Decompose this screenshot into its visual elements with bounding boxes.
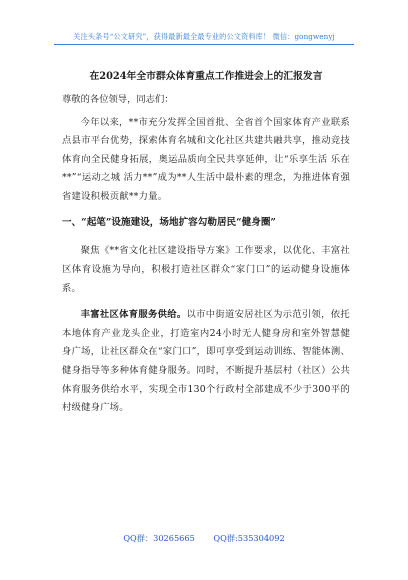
- intro-paragraph: 今年以来，**市充分发挥全国首批、全省首个国家体育产业联系点县市平台优势，探索体育名城和文化社区共建共融共享，推动竞技体育向全民健身拓展，奥运品质向全民共享延伸，让“乐享生活 乐在**”“运动之城 活力**”成为**人生活中最朴素的理念，为推进体育强省建设积极贡献**力量。: [62, 116, 350, 202]
- header-banner: 关注头条号“公文研究”，获得最新最全最专业的公文资料库！ 微信：gongwenyj: [73, 32, 335, 41]
- header-divider: [54, 44, 354, 45]
- paragraph-body-text: 以市中街道安居社区为示范引领，依托本地体育产业龙头企业，打造室内24小时无人健身房和室外智慧健身广场，让社区群众在“家门口”，即可享受到运动训练、智能体测、健身指导等多种体育健身服务。同时，不断提升基层村（社区）公共体育服务供给水平，实现全市130个行政村全部建成不少于300平的村级健身广场。: [62, 309, 350, 414]
- footer-qq-group-2: QQ群:535304092: [213, 533, 285, 543]
- document-title: 在2024年全市群众体育重点工作推进会上的汇报发言: [89, 71, 323, 82]
- paragraph-lead-phrase: 丰富社区体育服务供给。: [80, 309, 187, 321]
- footer-qq-groups: [0, 533, 408, 544]
- salutation: 尊敬的各位领导，同志们：: [62, 94, 174, 105]
- section-heading-1: 一、“起笔”设施建设，场地扩容勾勒居民“健身圈”: [62, 217, 276, 229]
- section-1-paragraph-1: 聚焦《**省文化社区建设指导方案》工作要求，以优化、丰富社区体育设施为导向，积极打造社区群众“家门口”的运动健身设施体系。: [62, 245, 350, 294]
- footer-qq-group-1: QQ群：30265665: [123, 533, 195, 543]
- section-1-paragraph-2: [62, 306, 350, 418]
- document-body: [62, 68, 350, 426]
